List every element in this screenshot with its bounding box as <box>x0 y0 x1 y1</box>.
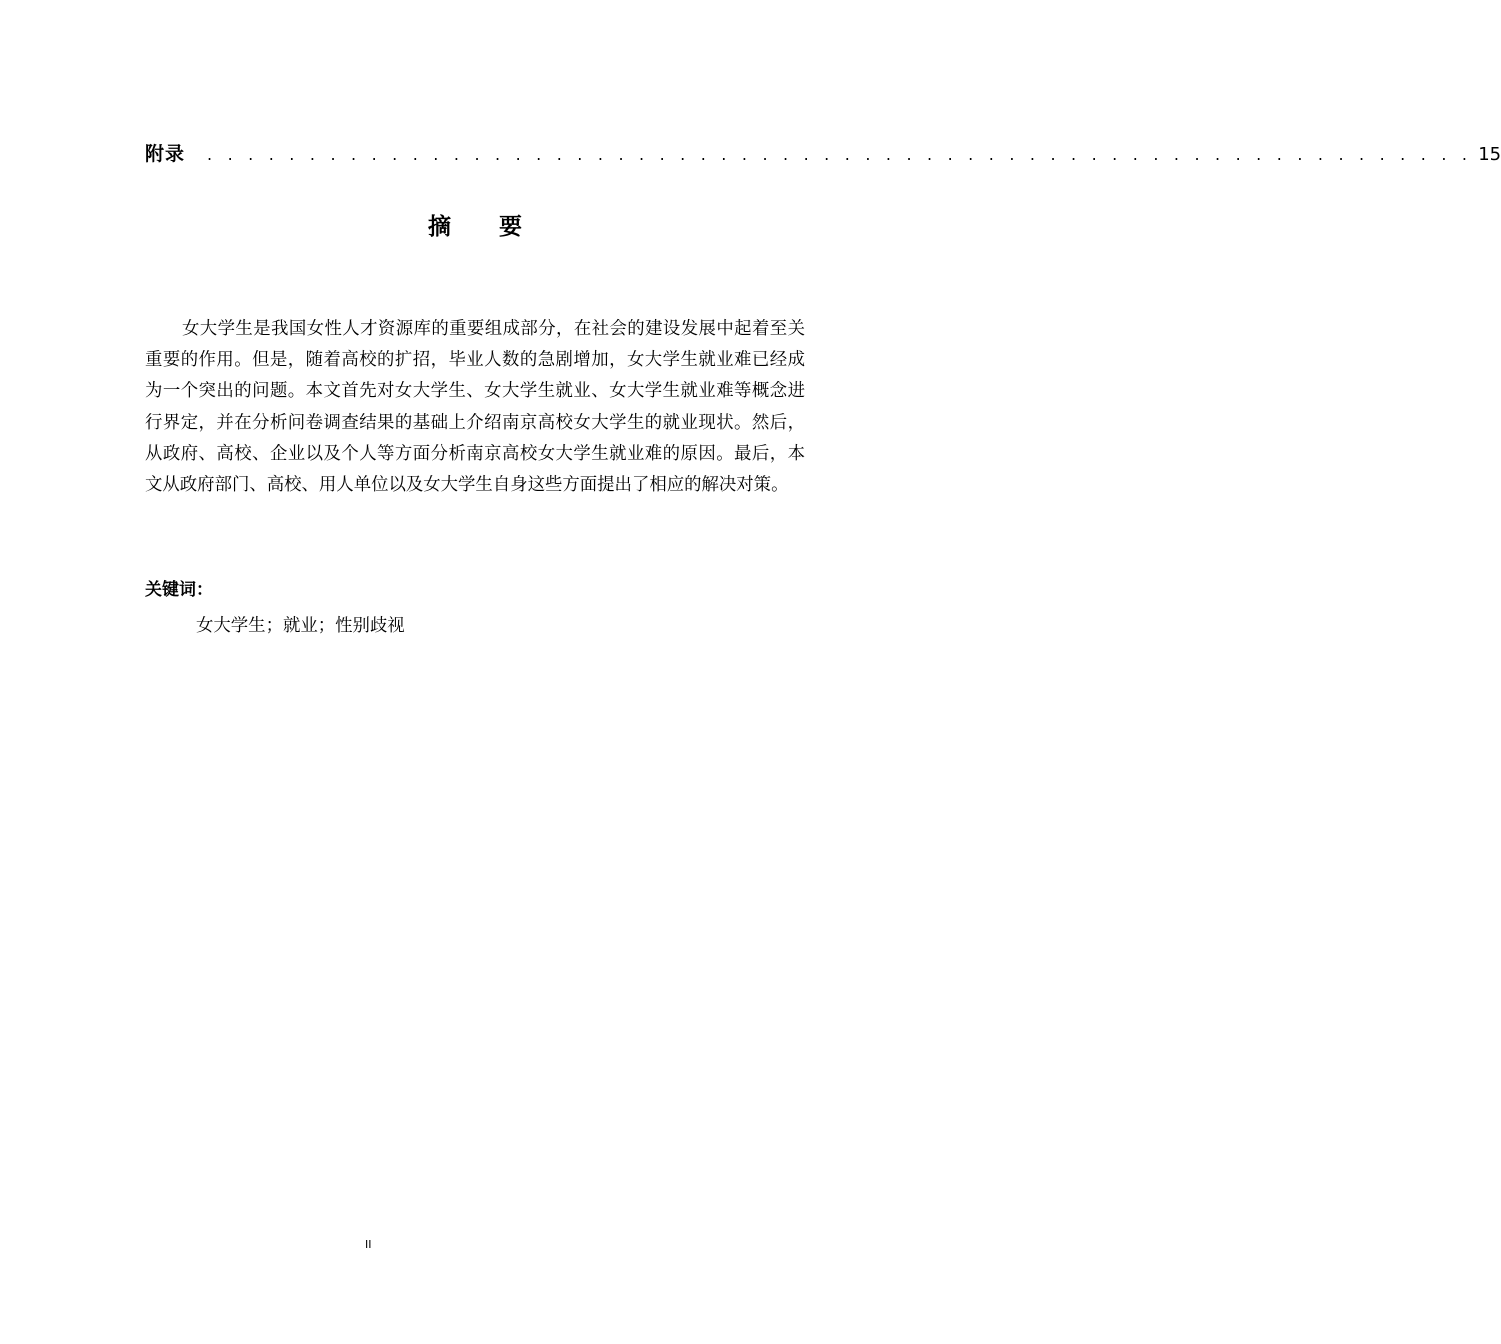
toc-dot-leader: . . . . . . . . . . . . . . . . . . . . . . . . . . . . . . . . . . . . . . . . . . . . . . . . . . . . . . . . . . . . . . <box>207 145 1473 164</box>
footer-page-number: II <box>365 1238 372 1251</box>
toc-entry-page-number: 15 <box>1478 144 1501 165</box>
keywords-value: 女大学生；就业；性别歧视 <box>196 616 405 636</box>
abstract-heading: 摘 要 <box>427 214 542 240</box>
keywords-label: 关键词： <box>145 580 213 600</box>
toc-entry-appendix[interactable] <box>145 139 1501 165</box>
abstract-body: 女大学生是我国女性人才资源库的重要组成部分，在社会的建设发展中起着至关重要的作用。但是，随着高校的扩招，毕业人数的急剧增加，女大学生就业难已经成为一个突出的问题。本文首先对女大学生、女大学生就业、女大学生就业难等概念进行界定，并在分析问卷调查结果的基础上介绍南京高校女大学生的就业现状。然后，从政府、高校、企业以及个人等方面分析南京高校女大学生就业难的原因。最后，本文从政府部门、高校、用人单位以及女大学生自身这些方面提出了相应的解决对策。 <box>145 319 805 496</box>
toc-entry-label: 附录 <box>145 143 186 165</box>
